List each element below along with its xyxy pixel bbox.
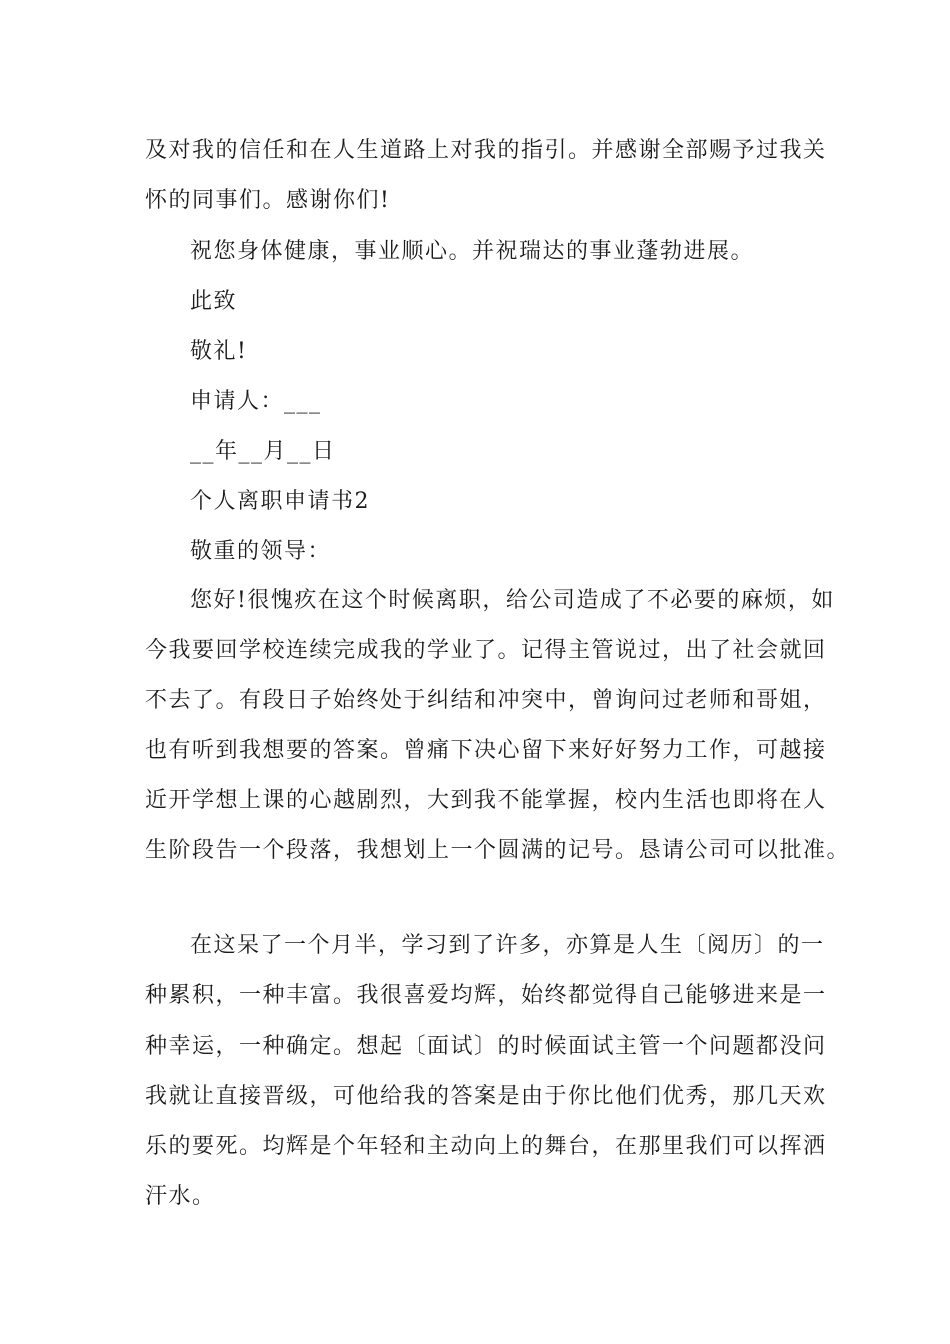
applicant-line: 申请人：___ [190,389,322,414]
closing-line: 此致 [190,289,238,314]
salutation-line: 敬礼! [190,339,248,364]
greeting-line: 敬重的领导： [190,539,332,564]
paragraph-line: 今我要回学校连续完成我的学业了。记得主管说过，出了社会就回 [145,638,827,663]
paragraph-line: 乐的要死。均辉是个年轻和主动向上的舞台，在那里我们可以挥洒 [145,1134,827,1159]
paragraph-line: 及对我的信任和在人生道路上对我的指引。并感谢全部赐予过我关 [145,138,827,163]
paragraph-line: 我就让直接晋级，可他给我的答案是由于你比他们优秀，那几天欢 [145,1084,827,1109]
blessing-line: 祝您身体健康，事业顺心。并祝瑞达的事业蓬勃进展。 [190,239,755,264]
paragraph-line: 怀的同事们。感谢你们! [145,188,391,213]
section-title: 个人离职申请书2 [190,489,370,514]
paragraph-line: 种累积，一种丰富。我很喜爱均辉，始终都觉得自己能够进来是一 [145,983,827,1008]
paragraph-line: 您好!很愧疚在这个时候离职，给公司造成了不必要的麻烦，如 [190,588,835,613]
paragraph-line: 汗水。 [145,1184,216,1209]
paragraph-line: 也有听到我想要的答案。曾痛下决心留下来好好努力工作，可越接 [145,738,827,763]
paragraph-line: 生阶段告一个段落，我想划上一个圆满的记号。恳请公司可以批准。 [145,838,851,863]
date-line: __年__月__日 [190,439,336,464]
paragraph-line: 种幸运，一种确定。想起〔面试〕的时候面试主管一个问题都没问 [145,1034,827,1059]
paragraph-line: 在这呆了一个月半，学习到了许多，亦算是人生〔阅历〕的一 [190,933,825,958]
paragraph-line: 不去了。有段日子始终处于纠结和冲突中，曾询问过老师和哥姐， [145,688,827,713]
paragraph-line: 近开学想上课的心越剧烈，大到我不能掌握，校内生活也即将在人 [145,788,827,813]
